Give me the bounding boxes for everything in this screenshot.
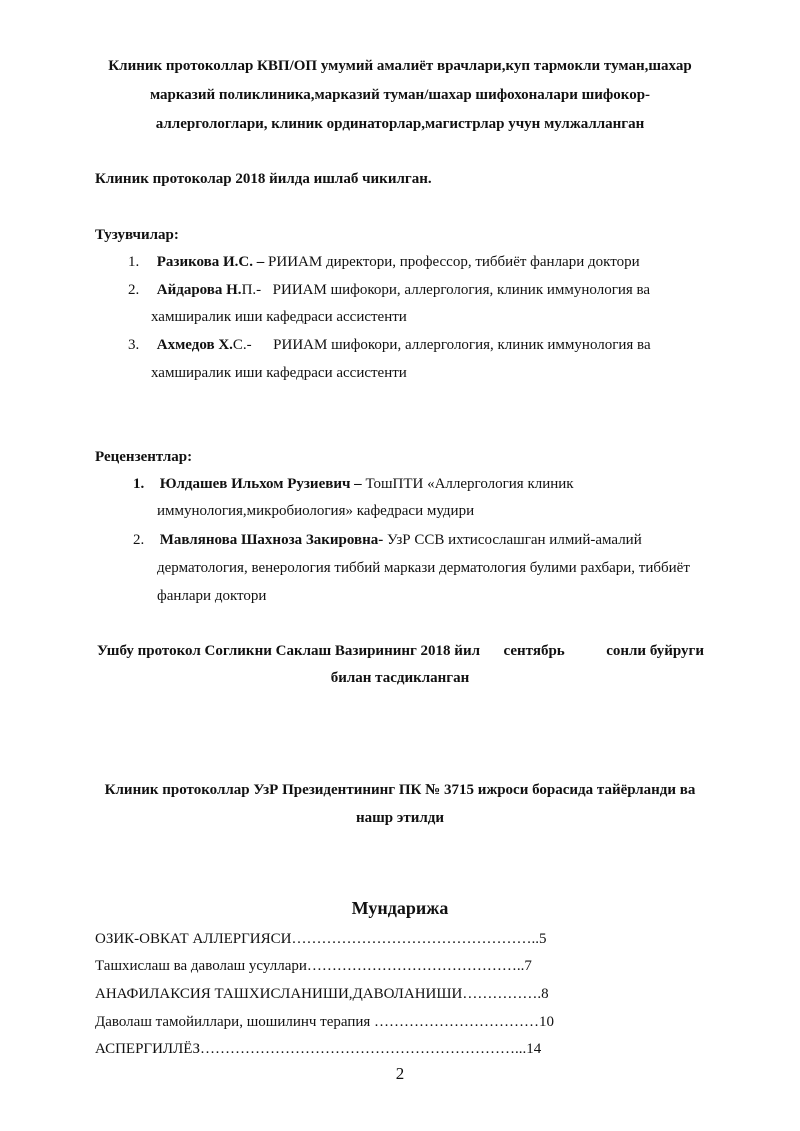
author-name: Айдарова Н.	[156, 282, 242, 298]
reviewer-name: Юлдашев Ильхом Рузиевич –	[159, 476, 362, 492]
authors-heading: Тузувчилар:	[95, 227, 179, 243]
author-name: Разикова И.С. –	[156, 254, 265, 270]
president-line-1: Клиник протоколлар УзР Президентининг ПК № 3715 ижроси борасида тайёрланди ва	[104, 782, 696, 798]
approval-text: Ушбу протокол Согликни Саклаш Вазирининг 2018 йил	[97, 643, 481, 659]
reviewer-number: 1.	[133, 476, 145, 492]
contents-item[interactable]: АНАФИЛАКСИЯ ТАШХИСЛАНИШИ,ДАВОЛАНИШИ…………….8	[95, 986, 549, 1002]
author-name: Ахмедов Х.	[156, 337, 233, 353]
reviewer-role-continued: дерматология, венерология тиббий маркази дерматология булими рахбари, тиббиёт	[157, 560, 690, 576]
reviewer-role: УзР ССВ ихтисослашган илмий-амалий	[387, 532, 642, 548]
author-number: 2.	[128, 282, 140, 298]
contents-item[interactable]: Даволаш тамойиллари, шошилинч терапия ……………………………10	[95, 1014, 555, 1030]
reviewer-role-continued-2: фанлари доктори	[157, 588, 267, 604]
developed-note: Клиник протоколар 2018 йилда ишлаб чикилган.	[95, 171, 432, 187]
reviewer-number: 2.	[133, 532, 145, 548]
contents-item[interactable]: АСПЕРГИЛЛЁЗ………………………………………………………...14	[95, 1041, 542, 1057]
author-item-1	[128, 254, 640, 271]
reviewer-role: ТошПТИ «Аллергология клиник	[365, 476, 574, 492]
author-number: 3.	[128, 337, 140, 353]
author-role: РИИАМ шифокори, аллергология, клиник иммунология ва	[272, 282, 651, 298]
author-item-2	[128, 282, 650, 299]
approval-order: сонли буйруги	[606, 643, 704, 659]
reviewer-role-continued: иммунология,микробиология» кафедраси мудири	[157, 503, 475, 519]
approval-line-2: билан тасдикланган	[330, 670, 470, 686]
author-role: РИИАМ шифокори, аллергология, клиник иммунология ва	[273, 337, 651, 353]
contents-item[interactable]: ОЗИК-ОВКАТ АЛЛЕРГИЯСИ…………………………………………..5	[95, 931, 547, 947]
header-line-2: марказий поликлиника,марказий туман/шахар шифохоналари шифокор-	[149, 87, 651, 103]
approval-month: сентябрь	[503, 643, 565, 659]
reviewer-name: Мавлянова Шахноза Закировна-	[159, 532, 384, 548]
page-number: 2	[395, 1064, 405, 1083]
author-item-3	[128, 337, 651, 354]
contents-heading: Мундарижа	[351, 898, 449, 918]
author-number: 1.	[128, 254, 140, 270]
reviewers-heading: Рецензентлар:	[95, 449, 193, 465]
author-name-rest: П.-	[241, 282, 262, 298]
header-line-3: аллергологлари, клиник ординаторлар,магистрлар учун мулжалланган	[155, 116, 645, 132]
author-role-continued: хамширалик иши кафедраси ассистенти	[151, 365, 407, 381]
reviewer-item-2	[133, 532, 642, 549]
approval-line-1	[97, 643, 704, 660]
reviewer-item-1	[133, 476, 574, 493]
contents-item[interactable]: Ташхислаш ва даволаш усуллари……………………………………..7	[95, 958, 532, 974]
author-role: РИИАМ директори, профессор, тиббиёт фанлари доктори	[268, 254, 640, 270]
header-line-1: Клиник протоколлар КВП/ОП умумий амалиёт врачлари,куп тармокли туман,шахар	[108, 58, 692, 74]
author-name-rest: С.-	[232, 337, 252, 353]
author-role-continued: хамширалик иши кафедраси ассистенти	[151, 309, 407, 325]
president-line-2: нашр этилди	[355, 810, 445, 826]
